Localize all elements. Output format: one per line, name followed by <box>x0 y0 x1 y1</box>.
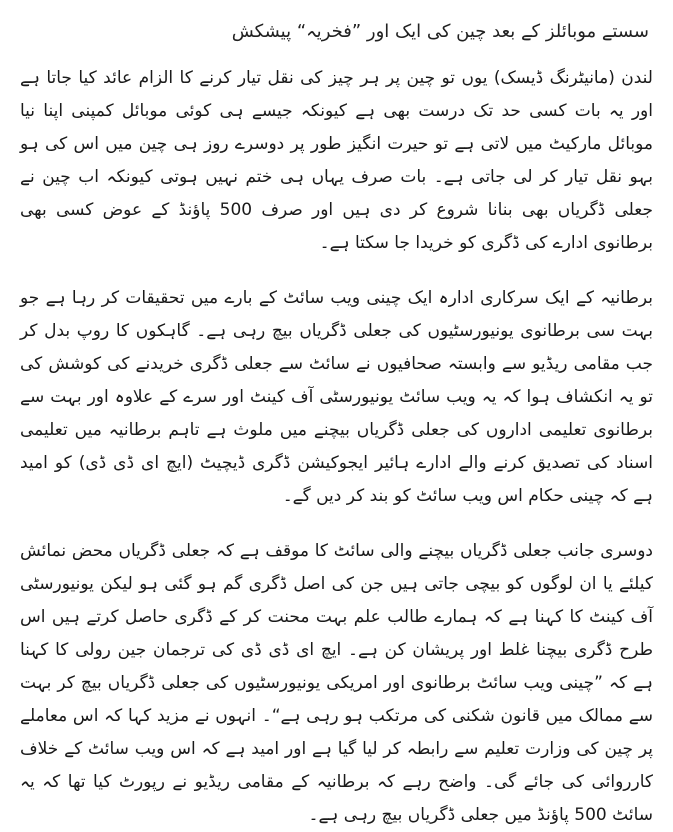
article-paragraph-2: برطانیہ کے ایک سرکاری ادارہ ایک چینی ویب سائٹ کے بارے میں تحقیقات کر رہا ہے جو بہت سی برطانوی یونیورسٹیوں کی جعلی ڈگریاں بیچ رہی ہے۔ گاہکوں کا روپ بدل کر جب مقامی ریڈیو سے وابستہ صحافیوں نے سائٹ سے جعلی ڈگری خریدنے کی کوشش کی تو یہ انکشاف ہوا کہ یہ ویب سائٹ یونیورسٹی آف کینٹ اور سرے کے علاوہ اور بہت سے برطانوی تعلیمی اداروں کی جعلی ڈگریاں بیچنے میں ملوث ہے تاہم برطانیہ میں تعلیمی اسناد کی تصدیق کرنے والے ادارے ہائیر ایجوکیشن ڈگری ڈیچیٹ (ایچ ای ڈی ڈی) کو امید ہے کہ چینی حکام اس ویب سائٹ کو بند کر دیں گے۔ <box>20 288 653 506</box>
article-headline: سستے موبائلز کے بعد چین کی ایک اور ”فخریہ“ پیشکش <box>231 21 649 42</box>
article-paragraph-3: دوسری جانب جعلی ڈگریاں بیچنے والی سائٹ کا موقف ہے کہ جعلی ڈگریاں محض نمائش کیلئے یا ان لوگوں کو بیچی جاتی ہیں جن کی اصل ڈگری گم ہو گئی ہو لیکن یونیورسٹی آف کینٹ کا کہنا ہے کہ ہمارے طالب علم بہت محنت کر کے ڈگری حاصل کرتے ہیں اس طرح ڈگری بیچنا غلط اور پریشان کن ہے۔ ایچ ای ڈی ڈی کی ترجمان جین رولی کا کہنا ہے کہ ”چینی ویب سائٹ برطانوی اور امریکی یونیورسٹیوں کی جعلی ڈگریاں بیچ کر بہت سے ممالک میں قانون شکنی کی مرتکب ہو رہی ہے“۔ انہوں نے مزید کہا کہ اس معاملے پر چین کی وزارت تعلیم سے رابطہ کر لیا گیا ہے اور امید ہے کہ اس ویب سائٹ کے خلاف کارروائی کی جائے گی۔ واضح رہے کہ برطانیہ کے مقامی ریڈیو نے رپورٹ کیا تھا کہ یہ سائٹ 500 پاؤنڈ میں جعلی ڈگریاں بیچ رہی ہے۔ <box>20 541 653 825</box>
article-paragraph-1: لندن (مانیٹرنگ ڈیسک) یوں تو چین پر ہر چیز کی نقل تیار کرنے کا الزام عائد کیا جاتا ہے اور یہ بات کسی حد تک درست بھی ہے کیونکہ جیسے ہی کوئی موبائل کمپنی اپنا نیا موبائل مارکیٹ میں لاتی ہے تو حیرت انگیز طور پر دوسرے روز ہی چین میں اس کی ہو بہو نقل تیار کر لی جاتی ہے۔ بات صرف یہاں ہی ختم نہیں ہوتی کیونکہ اب چین نے جعلی ڈگریاں بھی بنانا شروع کر دی ہیں اور صرف 500 پاؤنڈ کے عوض کسی بھی برطانوی ادارے کی ڈگری کو خریدا جا سکتا ہے۔ <box>20 68 653 253</box>
